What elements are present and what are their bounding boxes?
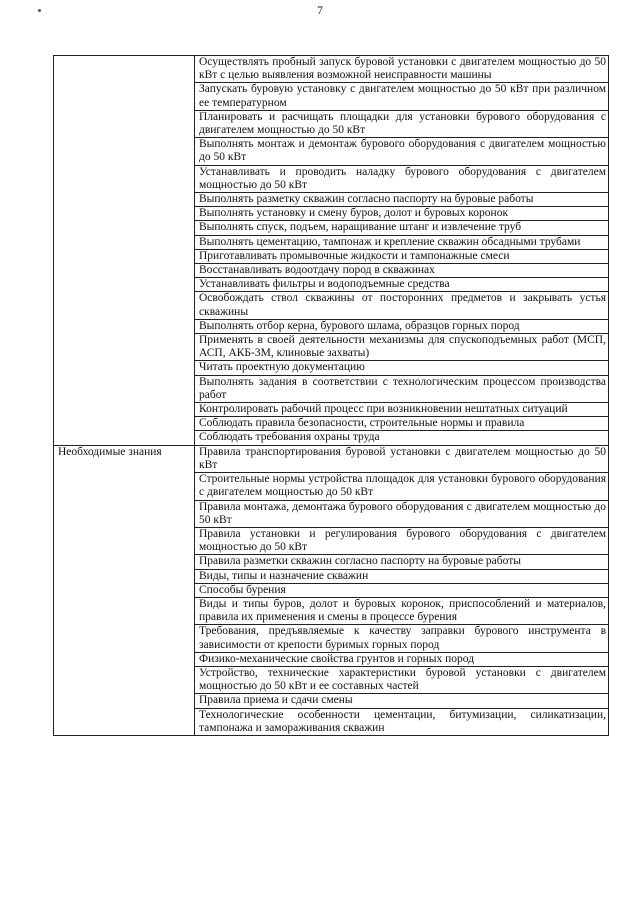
table-cell-item: Устройство, технические характеристики буровой установки с двигателем мощностью до 50 кВт и ее составных частей xyxy=(195,666,609,693)
table-cell-item: Соблюдать требования охраны труда xyxy=(195,431,609,445)
table-cell-item: Виды, типы и назначение скважин xyxy=(195,569,609,583)
table-cell-item: Выполнять разметку скважин согласно паспорту на буровые работы xyxy=(195,193,609,207)
table-cell-item: Осуществлять пробный запуск буровой установки с двигателем мощностью до 50 кВт с целью выявления возможной неисправности машины xyxy=(195,56,609,83)
table-cell-item: Выполнять цементацию, тампонаж и крепление скважин обсадными трубами xyxy=(195,235,609,249)
table-cell-item: Способы бурения xyxy=(195,583,609,597)
table-cell-item: Контролировать рабочий процесс при возникновении нештатных ситуаций xyxy=(195,403,609,417)
table-cell-item: Освобождать ствол скважины от посторонних предметов и закрывать устья скважины xyxy=(195,292,609,319)
table-cell-item: Соблюдать правила безопасности, строительные нормы и правила xyxy=(195,417,609,431)
table-cell-item: Восстанавливать водоотдачу пород в скважинах xyxy=(195,264,609,278)
table-cell-item: Правила транспортирования буровой установки с двигателем мощностью до 50 кВт xyxy=(195,445,609,472)
table-cell-item: Правила монтажа, демонтажа бурового оборудования с двигателем мощностью до 50 кВт xyxy=(195,500,609,527)
table-cell-item: Устанавливать фильтры и водоподъемные средства xyxy=(195,278,609,292)
table-cell-item: Правила разметки скважин согласно паспорту на буровые работы xyxy=(195,555,609,569)
table-cell-item: Строительные нормы устройства площадок для установки бурового оборудования с двигателем мощностью до 50 кВт xyxy=(195,473,609,500)
table-cell-item: Выполнять установку и смену буров, долот и буровых коронок xyxy=(195,207,609,221)
table-cell-item: Виды и типы буров, долот и буровых коронок, приспособлений и материалов, правила их применения и смены в процессе бурения xyxy=(195,597,609,624)
table-cell-item: Читать проектную документацию xyxy=(195,361,609,375)
section-label xyxy=(54,56,195,446)
table-cell-item: Технологические особенности цементации, битумизации, силикатизации, тампонажа и замораживания скважин xyxy=(195,708,609,735)
table-cell-item: Приготавливать промывочные жидкости и тампонажные смеси xyxy=(195,249,609,263)
table-cell-item: Планировать и расчищать площадки для установки бурового оборудования с двигателем мощностью до 50 кВт xyxy=(195,110,609,137)
competency-table xyxy=(53,55,609,736)
table-row xyxy=(54,445,609,472)
table-cell-item: Выполнять отбор керна, бурового шлама, образцов горных пород xyxy=(195,319,609,333)
table-cell-item: Запускать буровую установку с двигателем мощностью до 50 кВт при различном ее температурном xyxy=(195,83,609,110)
table-cell-item: Выполнять задания в соответствии с технологическим процессом производства работ xyxy=(195,375,609,402)
table-cell-item: Выполнять монтаж и демонтаж бурового оборудования с двигателем мощностью до 50 кВт xyxy=(195,138,609,165)
table-cell-item: Правила приема и сдачи смены xyxy=(195,694,609,708)
page-number: 7 xyxy=(317,5,323,17)
section-label: Необходимые знания xyxy=(54,445,195,735)
table-cell-item: Устанавливать и проводить наладку бурового оборудования с двигателем мощностью до 50 кВт xyxy=(195,165,609,192)
table-cell-item: Правила установки и регулирования бурового оборудования с двигателем мощностью до 50 кВт xyxy=(195,527,609,554)
table-row xyxy=(54,56,609,83)
table-cell-item: Требования, предъявляемые к качеству заправки бурового инструмента в зависимости от крепости буримых горных пород xyxy=(195,625,609,652)
table-cell-item: Физико-механические свойства грунтов и горных пород xyxy=(195,652,609,666)
table-cell-item: Выполнять спуск, подъем, наращивание штанг и извлечение труб xyxy=(195,221,609,235)
table-cell-item: Применять в своей деятельности механизмы для спускоподъемных работ (МСП, АСП, АКБ-3М, клиновые захваты) xyxy=(195,334,609,361)
